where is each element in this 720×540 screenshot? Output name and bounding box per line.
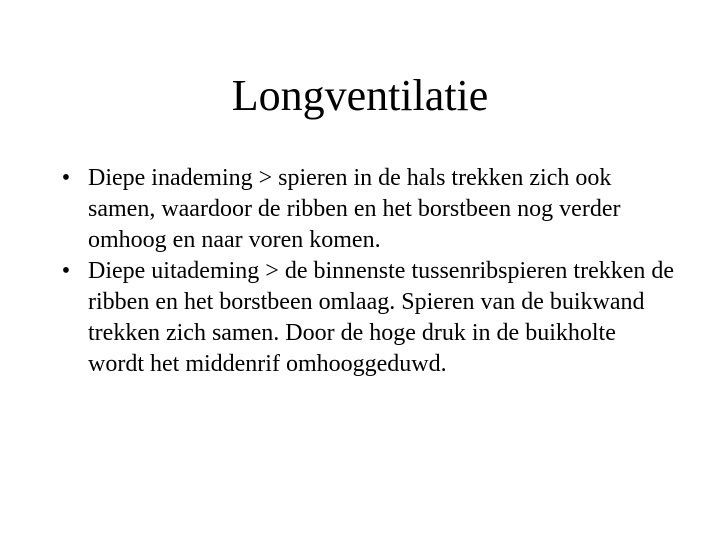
slide-title: Longventilatie bbox=[231, 71, 489, 120]
bullet-item-inademing bbox=[56, 163, 676, 256]
bullet-text: Diepe inademing > spieren in de hals trekken zich ook samen, waardoor de ribben en het borstbeen nog verder omhoog en naar voren komen. bbox=[88, 165, 621, 253]
bullet-list bbox=[56, 163, 676, 380]
bullet-item-uitademing bbox=[56, 256, 676, 380]
bullet-text: Diepe uitademing > de binnenste tussenribspieren trekken de ribben en het borstbeen omlaag. Spieren van de buikwand trekken zich samen. Door de hoge druk in de buikholte wordt het middenrif omhooggeduwd. bbox=[88, 258, 675, 377]
bullet-marker: • bbox=[61, 165, 71, 191]
bullet-marker: • bbox=[61, 258, 71, 284]
